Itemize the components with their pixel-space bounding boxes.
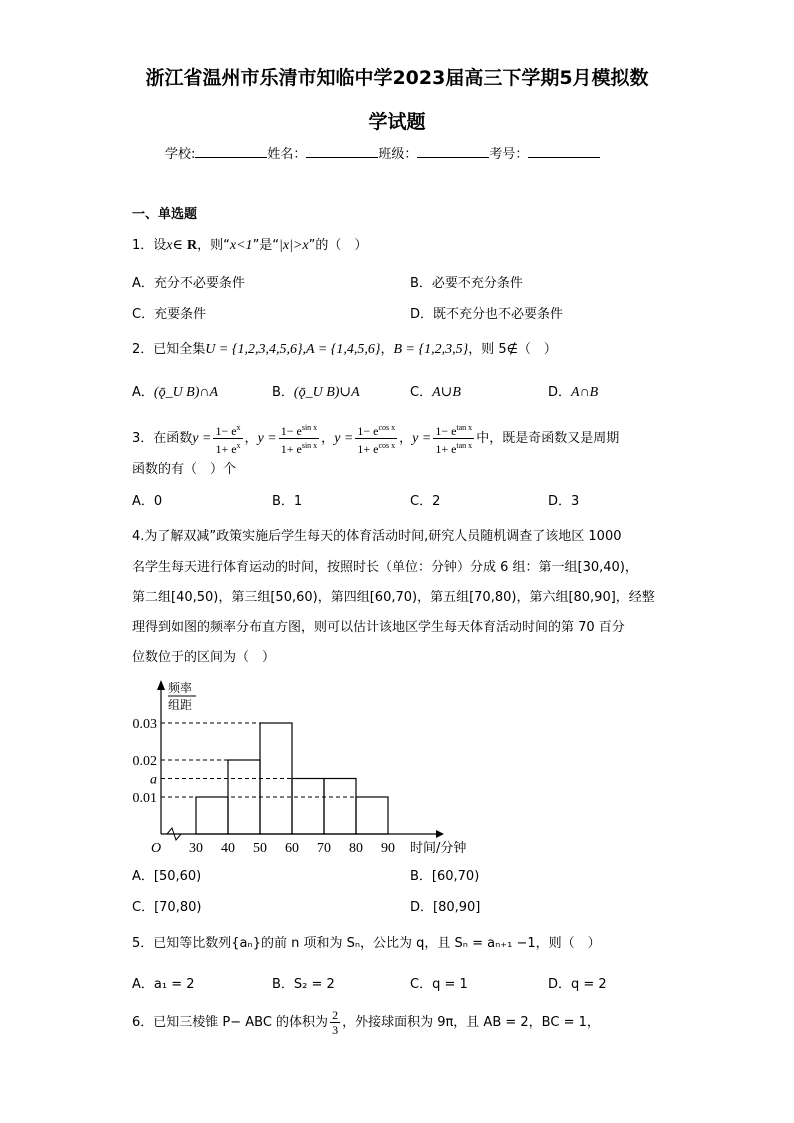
student-info: [165, 145, 600, 164]
q4-line: 位数位于的区间为（ ）: [132, 650, 276, 665]
x-tick-label: 70: [317, 841, 331, 856]
class-label: 班级：: [378, 147, 418, 162]
histogram-bar: [196, 797, 228, 834]
q2-option-a[interactable]: A．(ǭ_U B)∩A: [132, 385, 219, 400]
q4-option-b[interactable]: B．[60,70): [410, 869, 480, 884]
fraction: $\frac{1- e^{tan x}}{1+ e^{tan x}}$: [435, 423, 473, 456]
q4-option-d[interactable]: D．[80,90]: [410, 900, 481, 915]
x-axis-arrow-icon: [436, 830, 444, 838]
q5-option-a[interactable]: A．a₁ = 2: [132, 977, 195, 992]
id-label: 考号：: [489, 147, 529, 162]
q4-line: 4.为了解双减”政策实施后学生每天的体育活动时间,研究人员随机调查了该地区 1000: [132, 529, 622, 544]
y-tick-label: a: [150, 772, 157, 788]
q3-option-b[interactable]: B．1: [272, 494, 303, 509]
q2-option-b[interactable]: B．(ǭ_U B)∪A: [272, 385, 360, 400]
q4-option-a[interactable]: A．[50,60): [132, 869, 202, 884]
q2-option-d[interactable]: D．A∩B: [548, 385, 599, 400]
q3-option-c[interactable]: C．2: [410, 494, 441, 509]
histogram-bar: [292, 779, 324, 835]
fraction: $\frac{2}{3}$: [332, 1008, 339, 1037]
class-field[interactable]: [417, 145, 489, 158]
x-tick-label: 60: [285, 841, 299, 856]
question-6: 6．已知三棱锥 P− ABC 的体积为 $\frac{2}{3}$ ，外接球面积为 9π，且 AB = 2，BC = 1，: [132, 1008, 600, 1037]
doc-title-line2: 学试题: [368, 111, 426, 133]
q5-option-b[interactable]: B．S₂ = 2: [272, 977, 335, 992]
q1-option-c[interactable]: C．充要条件: [132, 307, 207, 322]
school-label: 学校:: [165, 147, 196, 162]
fraction: $\frac{1- e^{cos x}}{1+ e^{cos x}}$: [357, 423, 396, 456]
q4-line: 理得到如图的频率分布直方图，则可以估计该地区学生每天体育活动时间的第 70 百分: [132, 620, 625, 635]
x-tick-label: 50: [253, 841, 267, 856]
q3-option-d[interactable]: D．3: [548, 494, 580, 509]
question-5: 5．已知等比数列{aₙ}的前 n 项和为 Sₙ，公比为 q，且 Sₙ = aₙ₊₁ −1，则（ ）: [132, 936, 601, 951]
q3-option-a[interactable]: A．0: [132, 494, 163, 509]
question-1: 1．设x∈ R，则“x<1”是“|x|>x”的（ ）: [132, 238, 368, 253]
x-axis-label: 时间/分钟: [410, 841, 467, 856]
question-2: 2．已知全集U = {1,2,3,4,5,6},A = {1,4,5,6}，B = {1,2,3,5}，则 5∉（ ）: [132, 342, 557, 357]
histogram-bar: [324, 779, 356, 835]
doc-title-line1: 浙江省温州市乐清市知临中学2023届高三下学期5月模拟数: [145, 67, 649, 89]
fraction: $\frac{1- e^x}{1+ e^x}$: [215, 423, 241, 456]
x-tick-label: 40: [221, 841, 235, 856]
y-label-numerator: 频率: [168, 681, 193, 695]
q3-line2: 函数的有（ ）个: [132, 462, 237, 477]
name-label: 姓名：: [267, 147, 307, 162]
q5-option-c[interactable]: C．q = 1: [410, 977, 468, 992]
frequency-histogram: [120, 670, 480, 860]
y-label-denominator: 组距: [168, 698, 193, 712]
y-tick-label: 0.02: [132, 754, 157, 769]
name-field[interactable]: [306, 145, 378, 158]
q1-option-a[interactable]: A．充分不必要条件: [132, 276, 245, 291]
question-3: 3．在函数y = $\frac{1- e^x}{1+ e^x}$ ，y = $\frac{1- e^{sin x}}{1+ e^{sin x}}$ ，y = $\frac{1- e^{cos x}}{1+ e^{cos x}}$ ，y = $\frac{1- e^{tan x}}{1+ e^{tan x}}$ 中，既是奇函数又是周期: [132, 423, 620, 456]
y-tick-label: 0.01: [132, 791, 157, 806]
id-field[interactable]: [528, 145, 600, 158]
y-axis-arrow-icon: [157, 680, 165, 690]
x-tick-label: 30: [189, 841, 203, 856]
q4-line: 第二组[40,50)，第三组[50,60)，第四组[60,70)，第五组[70,80)，第六组[80,90]，经整: [132, 590, 655, 605]
q1-option-d[interactable]: D．既不充分也不必要条件: [410, 307, 564, 322]
school-field[interactable]: [195, 145, 267, 158]
x-tick-label: 90: [381, 841, 395, 856]
fraction: $\frac{1- e^{sin x}}{1+ e^{sin x}}$: [280, 423, 318, 456]
y-tick-label: 0.03: [132, 717, 157, 732]
q4-option-c[interactable]: C．[70,80): [132, 900, 202, 915]
section-heading: 一、单选题: [132, 207, 198, 222]
origin-label: O: [150, 841, 162, 856]
histogram-bar: [356, 797, 388, 834]
q1-option-b[interactable]: B．必要不充分条件: [410, 276, 523, 291]
q2-option-c[interactable]: C．A∪B: [410, 385, 461, 400]
x-tick-label: 80: [349, 841, 363, 856]
q5-option-d[interactable]: D．q = 2: [548, 977, 607, 992]
q4-line: 名学生每天进行体育运动的时间，按照时长（单位：分钟）分成 6 组：第一组[30,40)，: [132, 560, 638, 575]
